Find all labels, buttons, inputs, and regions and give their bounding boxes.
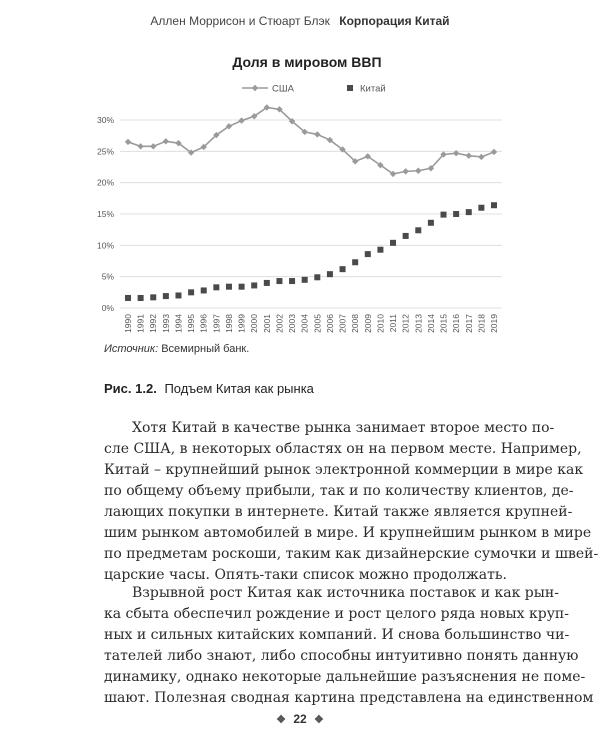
china-point <box>441 212 447 218</box>
text-line: Китай – крупнейший рынок электронной коммерции в мире как <box>104 462 584 478</box>
x-tick-label: 1993 <box>160 314 171 333</box>
china-point <box>188 289 194 295</box>
header-authors: Аллен Моррисон и Стюарт Блэк <box>150 14 330 28</box>
x-tick-label: 1995 <box>186 314 197 333</box>
usa-point <box>402 168 408 174</box>
x-tick-label: 2012 <box>400 314 411 333</box>
text-line: по предметам роскоши, таким как дизайнерские сумочки и швей- <box>104 546 599 562</box>
x-tick-label: 2001 <box>261 314 272 333</box>
text-line: ка сбыта обеспечил рождение и рост целого ряда новых круп- <box>104 606 569 622</box>
x-tick-label: 2002 <box>274 314 285 333</box>
ornament-left-icon: ❖ <box>276 714 286 726</box>
x-tick-label: 2017 <box>463 314 474 333</box>
x-tick-label: 1998 <box>223 314 234 333</box>
x-tick-label: 1999 <box>236 314 247 333</box>
usa-point <box>163 138 169 144</box>
china-point <box>428 220 434 226</box>
y-tick-label: 10% <box>96 240 114 251</box>
running-head <box>0 14 600 28</box>
y-tick-label: 0% <box>101 303 114 313</box>
china-point <box>390 240 396 246</box>
gdp-share-chart <box>92 48 522 333</box>
legend-usa-marker <box>252 85 258 91</box>
paragraph-1 <box>104 418 599 586</box>
usa-point <box>125 139 131 145</box>
paragraph-2 <box>104 583 594 709</box>
x-tick-label: 2003 <box>287 314 298 333</box>
y-tick-label: 20% <box>96 177 114 188</box>
x-tick-label: 2006 <box>324 314 335 333</box>
figure-caption <box>104 381 314 396</box>
x-tick-label: 2009 <box>362 314 373 333</box>
china-point <box>478 205 484 211</box>
y-tick-label: 5% <box>101 271 114 282</box>
x-tick-label: 2014 <box>425 314 436 333</box>
usa-point <box>137 143 143 149</box>
x-tick-label: 2000 <box>249 314 260 333</box>
x-tick-label: 2005 <box>312 314 323 333</box>
china-point <box>125 295 131 301</box>
text-line: тателей либо знают, либо способны интуитивно понять данную <box>104 648 579 664</box>
text-line: Хотя Китай в качестве рынка занимает второе место по- <box>132 420 555 436</box>
china-point <box>213 284 219 290</box>
usa-series-line <box>128 107 494 173</box>
x-tick-label: 2013 <box>413 314 424 333</box>
china-point <box>302 277 308 283</box>
x-tick-label: 1996 <box>198 314 209 333</box>
x-tick-label: 2007 <box>337 314 348 333</box>
figure-number: Рис. 1.2. <box>104 381 157 396</box>
china-point <box>226 284 232 290</box>
chart-title: Доля в мировом ВВП <box>232 54 382 70</box>
text-line: шим рынком автомобилей в мире. И крупнейшим рынком в мире <box>104 525 592 541</box>
x-tick-label: 2018 <box>476 314 487 333</box>
source-text: Всемирный банк. <box>161 343 250 355</box>
usa-point <box>491 149 497 155</box>
china-point <box>289 278 295 284</box>
chart-figure <box>92 48 522 333</box>
y-tick-label: 30% <box>96 115 114 125</box>
usa-point <box>314 131 320 137</box>
usa-point <box>415 168 421 174</box>
x-tick-label: 1992 <box>148 314 159 333</box>
china-point <box>138 295 144 301</box>
china-point <box>352 259 358 265</box>
y-tick-label: 25% <box>96 146 114 157</box>
text-line: царские часы. Опять-таки список можно продолжать. <box>104 567 507 583</box>
x-tick-label: 2008 <box>350 314 361 333</box>
usa-point <box>238 117 244 123</box>
china-point <box>453 211 459 217</box>
text-line: шают. Полезная сводная картина представлена на единственном <box>104 690 594 706</box>
x-tick-label: 1994 <box>173 314 184 333</box>
china-point <box>491 202 497 208</box>
china-point <box>163 293 169 299</box>
text-line: ных и сильных китайских компаний. И снова большинство чи- <box>104 627 570 643</box>
x-tick-label: 2016 <box>451 314 462 333</box>
china-point <box>415 227 421 233</box>
figure-title: Подъем Китая как рынка <box>164 381 314 396</box>
text-line: по общему объему прибыли, так и по количеству клиентов, де- <box>104 483 574 499</box>
usa-point <box>466 153 472 159</box>
x-tick-label: 1997 <box>211 314 222 333</box>
china-point <box>150 294 156 300</box>
legend-usa-label: США <box>272 83 294 95</box>
china-point <box>340 266 346 272</box>
x-tick-label: 2010 <box>375 314 386 333</box>
china-point <box>365 251 371 257</box>
china-point <box>201 287 207 293</box>
x-tick-label: 1991 <box>135 314 146 333</box>
text-line: динамику, однако некоторые дальнейшие разъяснения не поме- <box>104 669 586 685</box>
ornament-right-icon: ❖ <box>314 714 324 726</box>
china-point <box>403 233 409 239</box>
usa-point <box>478 154 484 160</box>
china-point <box>239 284 245 290</box>
page-footer <box>0 712 600 726</box>
legend-china-label: Китай <box>360 83 386 95</box>
china-point <box>276 278 282 284</box>
china-point <box>175 292 181 298</box>
chart-source <box>104 343 249 355</box>
text-line: сле США, в некоторых областях он на первом месте. Например, <box>104 441 582 457</box>
china-point <box>327 271 333 277</box>
china-point <box>251 282 257 288</box>
china-point <box>314 274 320 280</box>
x-tick-label: 2015 <box>438 314 449 333</box>
usa-point <box>150 143 156 149</box>
source-label: Источник: <box>104 343 159 355</box>
text-line: Взрывной рост Китая как источника поставок и как рын- <box>132 585 559 601</box>
page-number: 22 <box>293 712 307 726</box>
china-point <box>377 247 383 253</box>
legend-china-marker <box>347 85 353 91</box>
header-book-title: Корпорация Китай <box>339 14 450 28</box>
x-tick-label: 2011 <box>388 314 399 333</box>
china-point <box>466 209 472 215</box>
text-line: лающих покупки в интернете. Китай также является крупней- <box>104 504 573 520</box>
x-tick-label: 2004 <box>299 314 310 333</box>
x-tick-label: 1990 <box>123 314 133 333</box>
china-point <box>264 280 270 286</box>
x-tick-label: 2019 <box>489 314 499 333</box>
y-tick-label: 15% <box>96 209 114 219</box>
